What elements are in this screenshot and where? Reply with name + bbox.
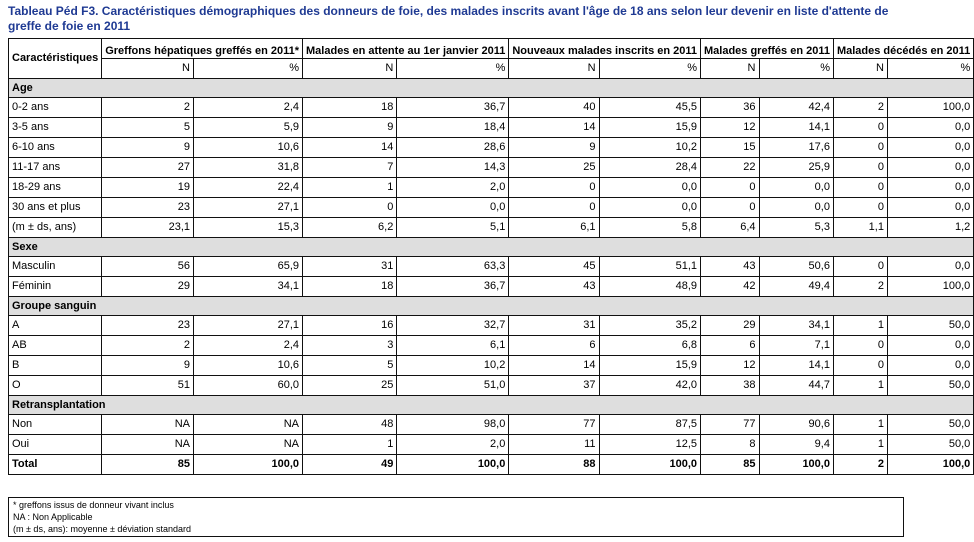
cell-count: 2 (833, 98, 887, 118)
cell-percent: 0,0 (887, 257, 973, 277)
subheader-n: N (509, 59, 599, 79)
footnote: (m ± ds, ans): moyenne ± déviation standard (13, 524, 191, 534)
cell-count: 12 (701, 118, 760, 138)
section-row (9, 297, 974, 316)
cell-count: 15 (701, 138, 760, 158)
cell-count: 31 (509, 316, 599, 336)
row-label: 3-5 ans (9, 118, 102, 138)
cell-count: 85 (102, 455, 194, 475)
section-row (9, 79, 974, 98)
cell-count: 11 (509, 435, 599, 455)
cell-count: 29 (102, 277, 194, 297)
cell-count: 8 (701, 435, 760, 455)
cell-percent: 0,0 (887, 118, 973, 138)
table-row (9, 356, 974, 376)
section-label: Age (9, 79, 974, 98)
cell-percent: 5,9 (194, 118, 303, 138)
cell-count: 40 (509, 98, 599, 118)
table-row (9, 158, 974, 178)
row-label: 30 ans et plus (9, 198, 102, 218)
cell-count: 23 (102, 198, 194, 218)
cell-count: 0 (701, 178, 760, 198)
cell-percent: 87,5 (599, 415, 700, 435)
row-label: Féminin (9, 277, 102, 297)
row-label: O (9, 376, 102, 396)
cell-count: 42 (701, 277, 760, 297)
cell-count: 19 (102, 178, 194, 198)
cell-percent: 100,0 (887, 98, 973, 118)
cell-percent: 44,7 (759, 376, 833, 396)
cell-percent: 100,0 (397, 455, 509, 475)
cell-count: 9 (102, 356, 194, 376)
cell-count: 0 (833, 138, 887, 158)
cell-count: NA (102, 415, 194, 435)
cell-count: 1,1 (833, 218, 887, 238)
table-row (9, 118, 974, 138)
row-label: (m ± ds, ans) (9, 218, 102, 238)
cell-count: 48 (303, 415, 397, 435)
cell-percent: 0,0 (887, 356, 973, 376)
cell-percent: 0,0 (599, 178, 700, 198)
cell-percent: 63,3 (397, 257, 509, 277)
corner-header: Caractéristiques (9, 39, 102, 79)
cell-percent: 15,9 (599, 356, 700, 376)
cell-percent: 0,0 (887, 158, 973, 178)
cell-count: NA (102, 435, 194, 455)
cell-count: 14 (303, 138, 397, 158)
cell-percent: 50,0 (887, 435, 973, 455)
footnote: NA : Non Applicable (13, 512, 93, 522)
cell-percent: 0,0 (759, 198, 833, 218)
cell-count: 1 (833, 376, 887, 396)
cell-percent: 2,4 (194, 98, 303, 118)
row-label: B (9, 356, 102, 376)
cell-count: 56 (102, 257, 194, 277)
cell-count: 18 (303, 277, 397, 297)
cell-count: 14 (509, 356, 599, 376)
cell-percent: 60,0 (194, 376, 303, 396)
cell-percent: 22,4 (194, 178, 303, 198)
cell-percent: 0,0 (887, 336, 973, 356)
column-group-header: Nouveaux malades inscrits en 2011 (509, 39, 701, 59)
cell-percent: 31,8 (194, 158, 303, 178)
cell-count: 0 (833, 158, 887, 178)
cell-count: 14 (509, 118, 599, 138)
cell-percent: 90,6 (759, 415, 833, 435)
cell-count: 5 (303, 356, 397, 376)
cell-percent: 0,0 (887, 198, 973, 218)
cell-count: 43 (701, 257, 760, 277)
cell-percent: 0,0 (887, 178, 973, 198)
subheader-pct: % (759, 59, 833, 79)
cell-count: 1 (833, 435, 887, 455)
cell-count: 37 (509, 376, 599, 396)
cell-count: 2 (833, 455, 887, 475)
cell-percent: 0,0 (397, 198, 509, 218)
row-label: 6-10 ans (9, 138, 102, 158)
subheader-row (9, 59, 974, 79)
cell-percent: 9,4 (759, 435, 833, 455)
row-label: AB (9, 336, 102, 356)
section-row (9, 396, 974, 415)
cell-percent: 25,9 (759, 158, 833, 178)
column-group-header: Malades décédés en 2011 (833, 39, 973, 59)
cell-count: 18 (303, 98, 397, 118)
table-row (9, 218, 974, 238)
total-label: Total (9, 455, 102, 475)
cell-count: 6,2 (303, 218, 397, 238)
cell-count: 0 (833, 356, 887, 376)
table-row (9, 257, 974, 277)
row-label: Oui (9, 435, 102, 455)
table-row (9, 198, 974, 218)
cell-percent: 42,0 (599, 376, 700, 396)
cell-percent: 12,5 (599, 435, 700, 455)
subheader-n: N (303, 59, 397, 79)
cell-percent: 51,1 (599, 257, 700, 277)
table-row (9, 435, 974, 455)
cell-count: 0 (303, 198, 397, 218)
cell-count: 12 (701, 356, 760, 376)
cell-percent: 10,2 (599, 138, 700, 158)
section-label: Retransplantation (9, 396, 974, 415)
cell-count: 6,1 (509, 218, 599, 238)
cell-count: 49 (303, 455, 397, 475)
cell-percent: 2,4 (194, 336, 303, 356)
cell-count: 36 (701, 98, 760, 118)
cell-count: 27 (102, 158, 194, 178)
cell-percent: 49,4 (759, 277, 833, 297)
cell-count: 88 (509, 455, 599, 475)
column-group-header: Malades en attente au 1er janvier 2011 (303, 39, 509, 59)
cell-percent: 15,3 (194, 218, 303, 238)
cell-percent: 51,0 (397, 376, 509, 396)
subheader-pct: % (194, 59, 303, 79)
cell-percent: 100,0 (599, 455, 700, 475)
table-row (9, 277, 974, 297)
cell-count: 0 (833, 198, 887, 218)
cell-percent: 34,1 (194, 277, 303, 297)
cell-count: 1 (303, 435, 397, 455)
cell-count: 0 (833, 336, 887, 356)
cell-percent: 50,0 (887, 376, 973, 396)
row-label: 18-29 ans (9, 178, 102, 198)
cell-percent: 100,0 (759, 455, 833, 475)
table-row (9, 415, 974, 435)
cell-count: 6 (701, 336, 760, 356)
cell-percent: 0,0 (759, 178, 833, 198)
cell-percent: 2,0 (397, 435, 509, 455)
cell-percent: 100,0 (194, 455, 303, 475)
subheader-pct: % (599, 59, 700, 79)
cell-percent: 7,1 (759, 336, 833, 356)
total-row (9, 455, 974, 475)
cell-percent: 28,4 (599, 158, 700, 178)
cell-count: 6 (509, 336, 599, 356)
cell-percent: 6,8 (599, 336, 700, 356)
cell-percent: 98,0 (397, 415, 509, 435)
cell-percent: 14,3 (397, 158, 509, 178)
header-row (9, 39, 974, 59)
cell-percent: 10,2 (397, 356, 509, 376)
cell-percent: 10,6 (194, 138, 303, 158)
cell-percent: 48,9 (599, 277, 700, 297)
cell-percent: 50,0 (887, 415, 973, 435)
cell-percent: 0,0 (887, 138, 973, 158)
section-label: Sexe (9, 238, 974, 257)
cell-count: 7 (303, 158, 397, 178)
cell-percent: 14,1 (759, 118, 833, 138)
cell-count: 25 (509, 158, 599, 178)
cell-percent: 14,1 (759, 356, 833, 376)
cell-percent: 65,9 (194, 257, 303, 277)
cell-percent: 5,1 (397, 218, 509, 238)
cell-percent: 32,7 (397, 316, 509, 336)
cell-count: 43 (509, 277, 599, 297)
cell-percent: 6,1 (397, 336, 509, 356)
cell-count: 5 (102, 118, 194, 138)
cell-percent: 36,7 (397, 98, 509, 118)
cell-count: 9 (509, 138, 599, 158)
row-label: A (9, 316, 102, 336)
cell-percent: 28,6 (397, 138, 509, 158)
data-table (8, 38, 974, 475)
cell-count: 0 (833, 178, 887, 198)
cell-count: 3 (303, 336, 397, 356)
cell-percent: 1,2 (887, 218, 973, 238)
column-group-header: Greffons hépatiques greffés en 2011* (102, 39, 303, 59)
cell-count: 0 (833, 118, 887, 138)
table-row (9, 336, 974, 356)
row-label: Masculin (9, 257, 102, 277)
footnotes (8, 497, 904, 537)
cell-count: 23,1 (102, 218, 194, 238)
cell-count: 16 (303, 316, 397, 336)
cell-count: 2 (102, 336, 194, 356)
cell-count: 51 (102, 376, 194, 396)
cell-count: 1 (303, 178, 397, 198)
cell-percent: 100,0 (887, 277, 973, 297)
cell-count: 85 (701, 455, 760, 475)
cell-count: 9 (102, 138, 194, 158)
cell-count: 0 (509, 198, 599, 218)
row-label: Non (9, 415, 102, 435)
row-label: 11-17 ans (9, 158, 102, 178)
table-row (9, 138, 974, 158)
cell-percent: 27,1 (194, 316, 303, 336)
table-row (9, 316, 974, 336)
cell-count: 29 (701, 316, 760, 336)
table-row (9, 376, 974, 396)
cell-count: 25 (303, 376, 397, 396)
cell-count: 2 (833, 277, 887, 297)
cell-percent: 17,6 (759, 138, 833, 158)
cell-percent: 34,1 (759, 316, 833, 336)
cell-percent: 42,4 (759, 98, 833, 118)
cell-percent: 15,9 (599, 118, 700, 138)
section-row (9, 238, 974, 257)
cell-percent: 36,7 (397, 277, 509, 297)
footnote: * greffons issus de donneur vivant inclus (13, 500, 174, 510)
cell-count: 38 (701, 376, 760, 396)
cell-percent: 100,0 (887, 455, 973, 475)
cell-count: 77 (509, 415, 599, 435)
cell-percent: 35,2 (599, 316, 700, 336)
cell-percent: 0,0 (599, 198, 700, 218)
cell-percent: 27,1 (194, 198, 303, 218)
cell-count: 0 (509, 178, 599, 198)
cell-percent: 10,6 (194, 356, 303, 376)
cell-count: 9 (303, 118, 397, 138)
cell-percent: 45,5 (599, 98, 700, 118)
subheader-n: N (701, 59, 760, 79)
cell-count: 22 (701, 158, 760, 178)
cell-percent: 50,0 (887, 316, 973, 336)
subheader-n: N (102, 59, 194, 79)
table-body (9, 79, 974, 475)
cell-percent: 18,4 (397, 118, 509, 138)
table-row (9, 98, 974, 118)
cell-count: 1 (833, 316, 887, 336)
cell-percent: 5,3 (759, 218, 833, 238)
cell-percent: 5,8 (599, 218, 700, 238)
cell-count: 0 (833, 257, 887, 277)
subheader-pct: % (397, 59, 509, 79)
cell-count: 31 (303, 257, 397, 277)
cell-count: 0 (701, 198, 760, 218)
subheader-pct: % (887, 59, 973, 79)
table-title: Tableau Péd F3. Caractéristiques démographiques des donneurs de foie, des malades inscrits avant l'âge de 18 ans selon leur devenir en liste d'attente de greffe de foie en 2011 (8, 4, 889, 33)
cell-count: 45 (509, 257, 599, 277)
cell-count: 2 (102, 98, 194, 118)
cell-percent: NA (194, 435, 303, 455)
column-group-header: Malades greffés en 2011 (701, 39, 834, 59)
cell-percent: 50,6 (759, 257, 833, 277)
section-label: Groupe sanguin (9, 297, 974, 316)
row-label: 0-2 ans (9, 98, 102, 118)
cell-percent: 2,0 (397, 178, 509, 198)
cell-count: 6,4 (701, 218, 760, 238)
table-row (9, 178, 974, 198)
subheader-n: N (833, 59, 887, 79)
cell-percent: NA (194, 415, 303, 435)
cell-count: 23 (102, 316, 194, 336)
cell-count: 77 (701, 415, 760, 435)
cell-count: 1 (833, 415, 887, 435)
